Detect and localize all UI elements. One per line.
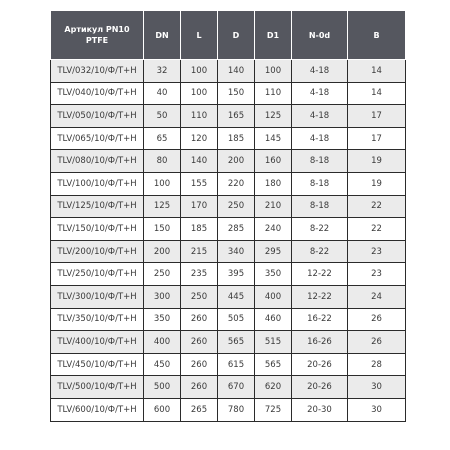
cell-l: 215	[181, 240, 218, 263]
cell-l: 140	[181, 150, 218, 173]
cell-b: 23	[348, 240, 406, 263]
cell-article: TLV/250/10/Ф/Т+Н	[51, 263, 144, 286]
header-d: D	[218, 11, 255, 60]
cell-d1: 565	[255, 353, 292, 376]
cell-d1: 145	[255, 127, 292, 150]
cell-article: TLV/400/10/Ф/Т+Н	[51, 331, 144, 354]
header-n-0d: N-0d	[292, 11, 348, 60]
table-row	[51, 218, 406, 241]
cell-dn: 150	[144, 218, 181, 241]
table-row	[51, 240, 406, 263]
cell-dn: 400	[144, 331, 181, 354]
cell-b: 24	[348, 285, 406, 308]
cell-dn: 450	[144, 353, 181, 376]
cell-n-0d: 8-18	[292, 150, 348, 173]
cell-article: TLV/050/10/Ф/Т+Н	[51, 105, 144, 128]
cell-b: 22	[348, 218, 406, 241]
cell-d: 200	[218, 150, 255, 173]
cell-l: 250	[181, 285, 218, 308]
cell-b: 28	[348, 353, 406, 376]
cell-d: 340	[218, 240, 255, 263]
cell-l: 185	[181, 218, 218, 241]
cell-d1: 350	[255, 263, 292, 286]
cell-article: TLV/500/10/Ф/Т+Н	[51, 376, 144, 399]
cell-dn: 32	[144, 60, 181, 83]
table-row	[51, 376, 406, 399]
cell-d1: 725	[255, 398, 292, 421]
cell-d: 285	[218, 218, 255, 241]
cell-d: 220	[218, 172, 255, 195]
cell-d1: 110	[255, 82, 292, 105]
cell-b: 19	[348, 172, 406, 195]
cell-l: 155	[181, 172, 218, 195]
table-row	[51, 60, 406, 83]
table-row	[51, 195, 406, 218]
cell-b: 26	[348, 308, 406, 331]
cell-b: 17	[348, 127, 406, 150]
cell-n-0d: 4-18	[292, 105, 348, 128]
table-row	[51, 105, 406, 128]
cell-n-0d: 8-22	[292, 240, 348, 263]
table-row	[51, 285, 406, 308]
cell-b: 17	[348, 105, 406, 128]
cell-dn: 125	[144, 195, 181, 218]
cell-d1: 460	[255, 308, 292, 331]
table-header	[51, 11, 406, 60]
header-dn: DN	[144, 11, 181, 60]
table-body	[51, 60, 406, 422]
header-row	[51, 11, 406, 60]
header-l: L	[181, 11, 218, 60]
cell-l: 100	[181, 60, 218, 83]
cell-d: 565	[218, 331, 255, 354]
cell-d: 250	[218, 195, 255, 218]
cell-article: TLV/040/10/Ф/Т+Н	[51, 82, 144, 105]
cell-n-0d: 8-18	[292, 195, 348, 218]
cell-b: 22	[348, 195, 406, 218]
cell-n-0d: 12-22	[292, 285, 348, 308]
cell-d: 140	[218, 60, 255, 83]
cell-d: 615	[218, 353, 255, 376]
cell-l: 260	[181, 376, 218, 399]
table-row	[51, 127, 406, 150]
cell-l: 120	[181, 127, 218, 150]
cell-dn: 500	[144, 376, 181, 399]
cell-article: TLV/600/10/Ф/Т+Н	[51, 398, 144, 421]
cell-n-0d: 4-18	[292, 127, 348, 150]
header-b: B	[348, 11, 406, 60]
cell-d1: 295	[255, 240, 292, 263]
table-row	[51, 263, 406, 286]
cell-n-0d: 20-26	[292, 353, 348, 376]
cell-dn: 600	[144, 398, 181, 421]
cell-d1: 400	[255, 285, 292, 308]
cell-b: 26	[348, 331, 406, 354]
cell-n-0d: 4-18	[292, 82, 348, 105]
cell-n-0d: 20-26	[292, 376, 348, 399]
cell-article: TLV/100/10/Ф/Т+Н	[51, 172, 144, 195]
cell-d1: 125	[255, 105, 292, 128]
spec-table	[50, 10, 406, 422]
cell-dn: 80	[144, 150, 181, 173]
cell-dn: 300	[144, 285, 181, 308]
table-row	[51, 82, 406, 105]
cell-d: 670	[218, 376, 255, 399]
spec-table-container	[50, 10, 405, 422]
cell-article: TLV/450/10/Ф/Т+Н	[51, 353, 144, 376]
table-row	[51, 353, 406, 376]
cell-b: 19	[348, 150, 406, 173]
cell-d1: 160	[255, 150, 292, 173]
cell-l: 260	[181, 308, 218, 331]
cell-b: 30	[348, 398, 406, 421]
cell-l: 260	[181, 353, 218, 376]
cell-n-0d: 20-30	[292, 398, 348, 421]
cell-article: TLV/300/10/Ф/Т+Н	[51, 285, 144, 308]
cell-d1: 620	[255, 376, 292, 399]
table-row	[51, 172, 406, 195]
cell-l: 170	[181, 195, 218, 218]
table-row	[51, 331, 406, 354]
cell-b: 14	[348, 60, 406, 83]
cell-d: 505	[218, 308, 255, 331]
cell-b: 14	[348, 82, 406, 105]
cell-article: TLV/125/10/Ф/Т+Н	[51, 195, 144, 218]
cell-d: 395	[218, 263, 255, 286]
cell-b: 23	[348, 263, 406, 286]
cell-d1: 515	[255, 331, 292, 354]
cell-l: 100	[181, 82, 218, 105]
cell-dn: 250	[144, 263, 181, 286]
cell-l: 265	[181, 398, 218, 421]
cell-n-0d: 8-22	[292, 218, 348, 241]
cell-d: 150	[218, 82, 255, 105]
cell-n-0d: 4-18	[292, 60, 348, 83]
cell-l: 260	[181, 331, 218, 354]
cell-l: 235	[181, 263, 218, 286]
cell-d1: 100	[255, 60, 292, 83]
cell-article: TLV/065/10/Ф/Т+Н	[51, 127, 144, 150]
cell-n-0d: 12-22	[292, 263, 348, 286]
cell-dn: 65	[144, 127, 181, 150]
header-d1: D1	[255, 11, 292, 60]
cell-n-0d: 8-18	[292, 172, 348, 195]
cell-d1: 240	[255, 218, 292, 241]
cell-d1: 180	[255, 172, 292, 195]
cell-dn: 40	[144, 82, 181, 105]
cell-d1: 210	[255, 195, 292, 218]
cell-article: TLV/200/10/Ф/Т+Н	[51, 240, 144, 263]
cell-article: TLV/032/10/Ф/Т+Н	[51, 60, 144, 83]
cell-n-0d: 16-26	[292, 331, 348, 354]
cell-d: 445	[218, 285, 255, 308]
cell-d: 185	[218, 127, 255, 150]
cell-article: TLV/350/10/Ф/Т+Н	[51, 308, 144, 331]
cell-b: 30	[348, 376, 406, 399]
cell-n-0d: 16-22	[292, 308, 348, 331]
header-article: Артикул PN10 PTFE	[51, 11, 144, 60]
table-row	[51, 308, 406, 331]
table-row	[51, 150, 406, 173]
cell-dn: 100	[144, 172, 181, 195]
cell-dn: 50	[144, 105, 181, 128]
cell-dn: 350	[144, 308, 181, 331]
cell-d: 165	[218, 105, 255, 128]
cell-l: 110	[181, 105, 218, 128]
cell-d: 780	[218, 398, 255, 421]
cell-article: TLV/150/10/Ф/Т+Н	[51, 218, 144, 241]
cell-article: TLV/080/10/Ф/Т+Н	[51, 150, 144, 173]
cell-dn: 200	[144, 240, 181, 263]
table-row	[51, 398, 406, 421]
